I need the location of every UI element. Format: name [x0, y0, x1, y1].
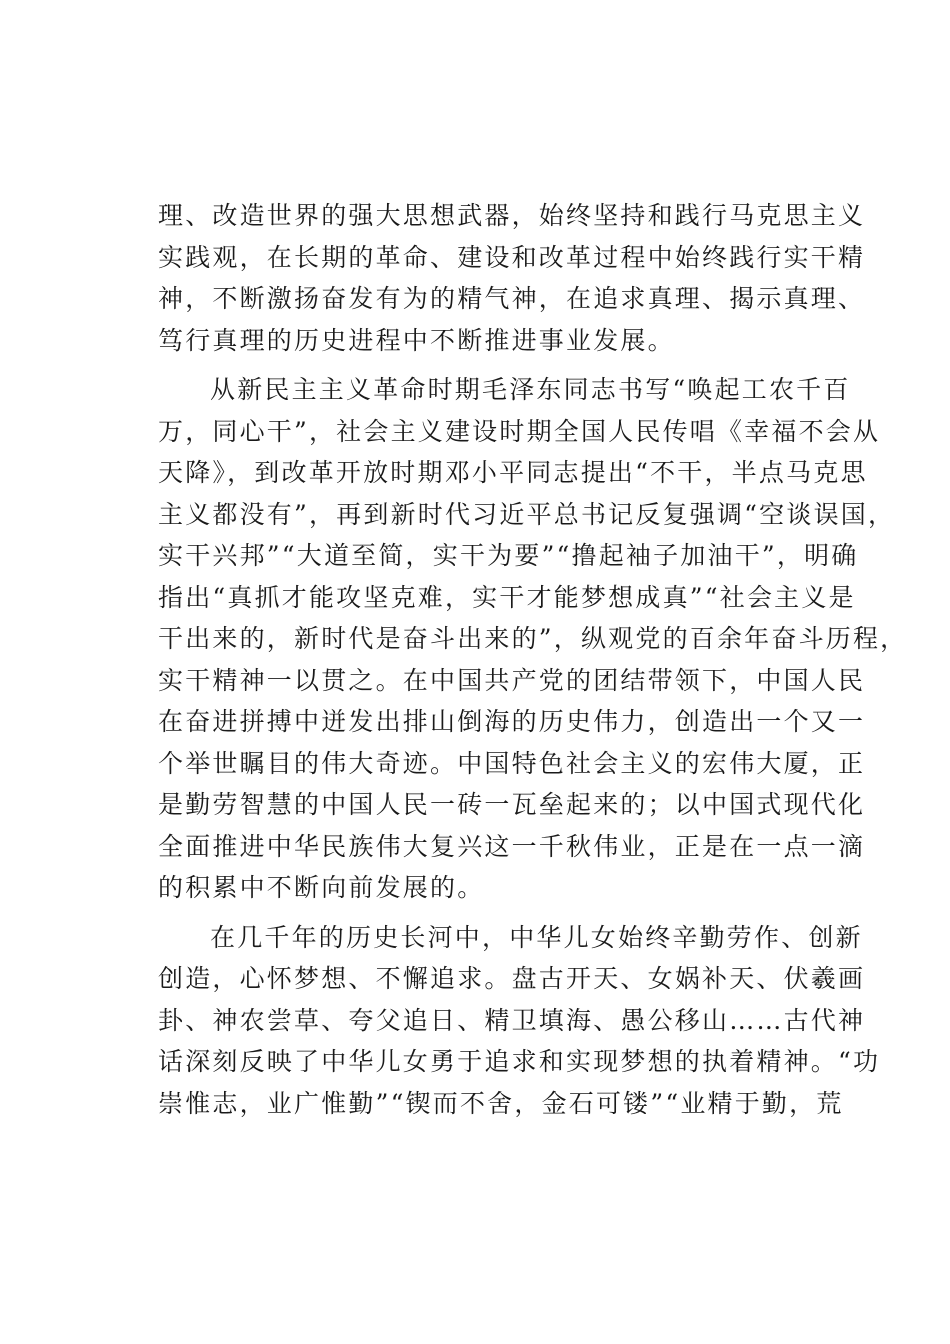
- text-line: 实干兴邦”“大道至简，实干为要”“撸起袖子加油干”，明确: [158, 541, 859, 570]
- text-line: 理、改造世界的强大思想武器，始终坚持和践行马克思主义: [158, 201, 866, 230]
- text-line: 创造，心怀梦想、不懈追求。盘古开天、女娲补天、伏羲画: [158, 964, 866, 993]
- paragraph-1: [158, 195, 866, 361]
- text-line: 实践观，在长期的革命、建设和改革过程中始终践行实干精: [158, 242, 866, 272]
- text-line: 天降》，到改革开放时期邓小平同志提出“不干，半点马克思: [158, 458, 868, 487]
- paragraph-3: [158, 917, 881, 1125]
- text-line: 干出来的，新时代是奋斗出来的”，纵观党的百余年奋斗历程，: [158, 624, 908, 653]
- text-line: 崇惟志，业广惟勤”“锲而不舍，金石可镂”“业精于勤，荒: [158, 1088, 844, 1118]
- body-text: [158, 195, 908, 1124]
- paragraph-2: [158, 369, 908, 909]
- text-line: 实干精神一以贯之。在中国共产党的团结带领下，中国人民: [158, 665, 866, 695]
- text-line: 个举世瞩目的伟大奇迹。中国特色社会主义的宏伟大厦，正: [158, 748, 866, 778]
- text-line: 的积累中不断向前发展的。: [158, 873, 485, 902]
- text-line: 话深刻反映了中华儿女勇于追求和实现梦想的执着精神。“功: [158, 1047, 881, 1076]
- text-line: 主义都没有”，再到新时代习近平总书记反复强调“空谈误国，: [158, 499, 896, 529]
- text-line: 神，不断激扬奋发有为的精气神，在追求真理、揭示真理、: [158, 284, 866, 313]
- text-line: 是勤劳智慧的中国人民一砖一瓦垒起来的；以中国式现代化: [158, 790, 866, 819]
- text-line: 从新民主主义革命时期毛泽东同志书写“唤起工农千百: [210, 375, 851, 404]
- text-line: 笃行真理的历史进程中不断推进事业发展。: [158, 325, 675, 355]
- text-line: 卦、神农尝草、夸父追日、精卫填海、愚公移山……古代神: [158, 1005, 866, 1035]
- text-line: 在几千年的历史长河中，中华儿女始终辛勤劳作、创新: [210, 922, 863, 952]
- text-line: 指出“真抓才能攻坚克难，实干才能梦想成真”“社会主义是: [158, 582, 856, 612]
- text-line: 在奋进拼搏中迸发出排山倒海的历史伟力，创造出一个又一: [158, 707, 866, 736]
- text-line: 万，同心干”，社会主义建设时期全国人民传唱《幸福不会从: [158, 416, 881, 446]
- text-line: 全面推进中华民族伟大复兴这一千秋伟业，正是在一点一滴: [158, 831, 866, 861]
